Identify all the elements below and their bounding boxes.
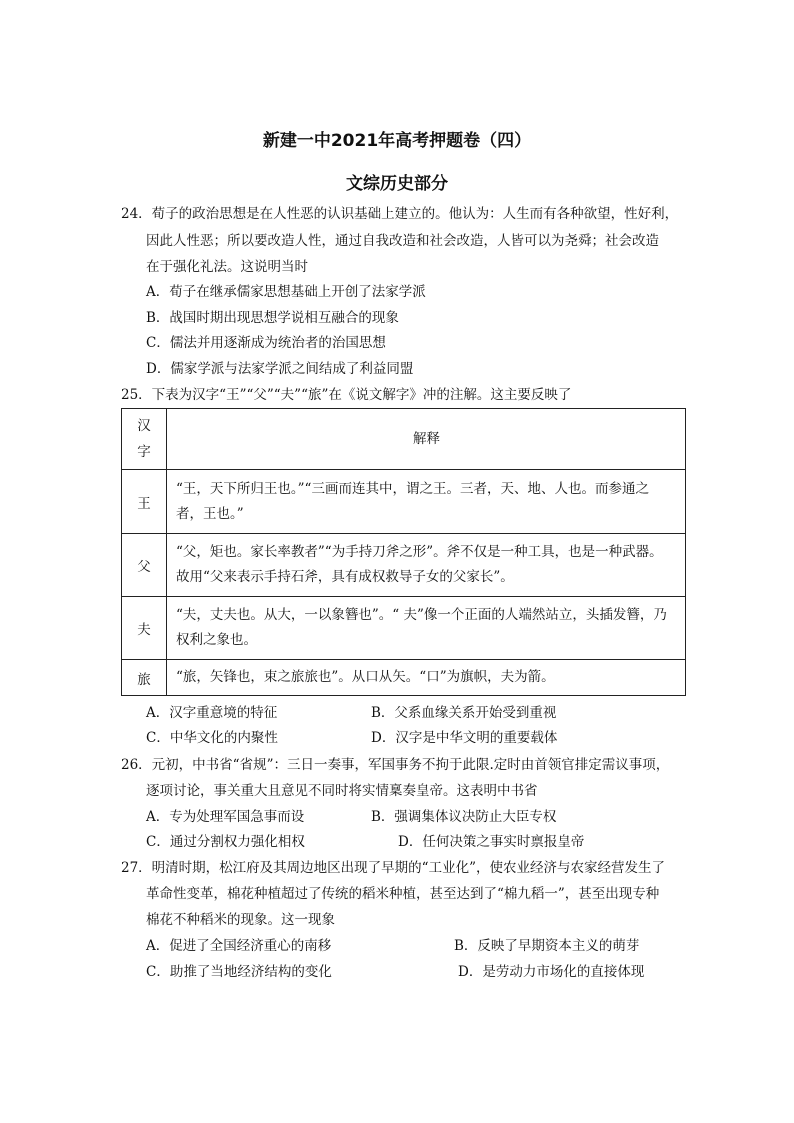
q27-stem-line-1: 27．明清时期，松江府及其周边地区出现了早期的“工业化”，使农业经济与农家经营发生了 bbox=[121, 860, 665, 876]
q26-option-a: A．专为处理军国急事而设 bbox=[146, 809, 305, 825]
explain-line: “旅，矢锋也，束之旅旅也”。从口从矢。“口”为旗帜，夫为箭。 bbox=[176, 669, 555, 685]
q26-stem-line-1: 26．元初，中书省“省规”：三日一奏事，军国事务不拘于此限.定时由首领官排定需议事项， bbox=[121, 757, 670, 773]
q24-stem-line-2: 因此人性恶；所以要改造人性，通过自我改造和社会改造，人皆可以为尧舜；社会改造 bbox=[146, 233, 659, 249]
q25-option-c: C．中华文化的内聚性 bbox=[146, 730, 278, 746]
q26-stem-line-2: 逐项讨论，事关重大且意见不同时将实情稟奏皇帝。这表明中书省 bbox=[146, 783, 538, 799]
table-cell-explain bbox=[167, 597, 686, 660]
table-header-char-2: 字 bbox=[137, 444, 151, 460]
q25-option-d: D．汉字是中华文明的重要载体 bbox=[371, 730, 558, 746]
explain-line: “王，天下所归王也。”“三画而连其中，谓之王。三者，天、地、人也。而参通之 bbox=[176, 480, 649, 497]
q27-stem-line-2: 革命性变革，棉花种植超过了传统的稻米种植，甚至达到了“棉九稻一”，甚至出现专种 bbox=[146, 886, 660, 902]
explain-line: 权利之象也。 bbox=[176, 632, 257, 648]
table-cell-explain bbox=[167, 470, 686, 534]
q24-stem-line-3: 在于强化礼法。这说明当时 bbox=[146, 259, 308, 275]
q26-option-c: C．通过分割权力强化相权 bbox=[146, 834, 305, 850]
page-title: 新建一中2021年高考押题卷（四） bbox=[262, 131, 532, 151]
explain-line: “父，矩也。家长率教者”“为手持刀斧之形”。斧不仅是一种工具，也是一种武器。 bbox=[176, 544, 663, 560]
q24-option-a: A．荀子在继承儒家思想基础上开创了法家学派 bbox=[146, 284, 426, 300]
shuowen-table bbox=[121, 408, 686, 696]
q24-option-c: C．儒法并用逐渐成为统治者的治国思想 bbox=[146, 335, 386, 351]
q24-option-d: D．儒家学派与法家学派之间结成了利益同盟 bbox=[146, 361, 414, 377]
table-row bbox=[122, 660, 686, 696]
table-cell-char: 夫 bbox=[122, 597, 167, 660]
q27-stem-line-3: 棉花不种稻米的现象。这一现象 bbox=[146, 912, 335, 928]
q27-option-d: D．是劳动力市场化的直接体现 bbox=[458, 964, 645, 980]
table-header-char-1: 汉 bbox=[137, 418, 151, 434]
q27-option-a: A．促进了全国经济重心的南移 bbox=[146, 938, 332, 954]
q25-option-a: A．汉字重意境的特征 bbox=[146, 705, 278, 721]
table-cell-char: 旅 bbox=[122, 660, 167, 696]
table-cell-explain bbox=[167, 534, 686, 597]
table-header-char bbox=[122, 409, 167, 470]
table-cell-char: 王 bbox=[122, 470, 167, 534]
q25-stem: 25．下表为汉字“王”“父”“夫”“旅”在《说文解字》冲的注解。这主要反映了 bbox=[121, 387, 572, 403]
q25-option-b: B．父系血缘关系开始受到重视 bbox=[371, 705, 557, 721]
explain-line: “夫，丈夫也。从大，一以象簪也”。“ 夫”像一个正面的人端然站立，头插发簪，乃 bbox=[176, 607, 667, 623]
table-cell-explain bbox=[167, 660, 686, 696]
q24-option-b: B．战国时期出现思想学说相互融合的现象 bbox=[146, 310, 399, 326]
table-header-row bbox=[122, 409, 686, 470]
q27-option-b: B．反映了早期资本主义的萌芽 bbox=[454, 938, 640, 954]
table-row bbox=[122, 470, 686, 534]
q24-stem-line-1: 24．荀子的政治思想是在人性恶的认识基础上建立的。他认为：人生而有各种欲望，性好利， bbox=[121, 206, 679, 222]
table-header-explain: 解释 bbox=[167, 409, 686, 470]
explain-line: 者，王也。” bbox=[176, 505, 244, 522]
table-cell-char: 父 bbox=[122, 534, 167, 597]
explain-line: 故用“父来表示手持石斧，具有成权救导子女的父家长”。 bbox=[176, 569, 514, 585]
page-subtitle: 文综历史部分 bbox=[346, 174, 448, 194]
q27-option-c: C．助推了当地经济结构的变化 bbox=[146, 964, 332, 980]
q26-option-d: D．任何决策之事实时禀报皇帝 bbox=[398, 834, 585, 850]
table-row bbox=[122, 534, 686, 597]
q26-option-b: B．强调集体议决防止大臣专权 bbox=[371, 809, 557, 825]
table-row bbox=[122, 597, 686, 660]
